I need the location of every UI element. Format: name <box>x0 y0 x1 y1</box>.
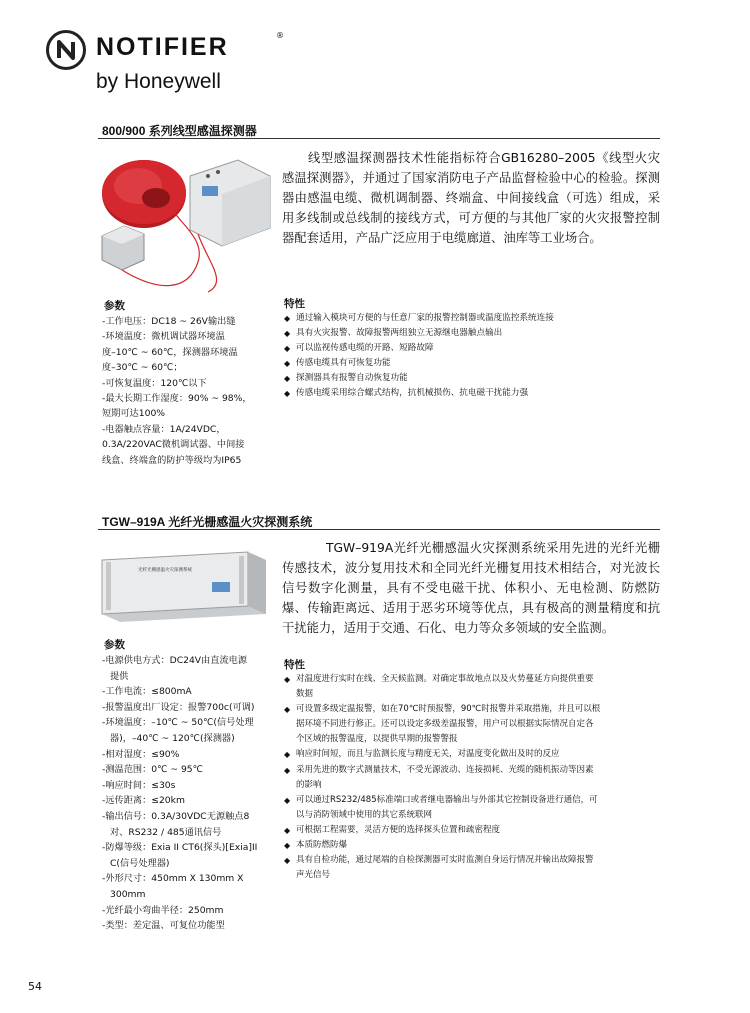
param-item: -工作电流：≤800mA <box>102 686 192 698</box>
param-item: 提供 <box>110 670 129 682</box>
section2-title: TGW–919A 光纤光栅感温火灾探测系统 <box>102 515 313 529</box>
param-item: -报警温度出厂设定：报警700c(可调) <box>102 701 255 713</box>
diamond-bullet-icon: ◆ <box>284 314 291 323</box>
param-item: -工作电压：DC18 ~ 26V输出缝 <box>102 316 236 327</box>
page-number: 54 <box>28 980 42 993</box>
section2-divider <box>98 529 660 530</box>
param-item: -电器触点容量：1A/24VDC， <box>102 423 226 435</box>
feature-item: ◆ 传感电缆具有可恢复功能 <box>284 356 664 371</box>
diamond-bullet-icon: ◆ <box>284 856 291 866</box>
param-item: -相对湿度：≤90% <box>102 748 180 760</box>
param-item: -输出信号：0.3A/30VDC无源触点8 <box>102 810 250 822</box>
param-item: 0.3A/220VAC微机调试器、中间接 <box>102 439 245 451</box>
param-item: -最大长期工作湿度：90% ~ 98%， <box>102 393 252 405</box>
param-item: -光纤最小弯曲半径：250mm <box>102 904 224 916</box>
diamond-bullet-icon: ◆ <box>284 374 291 383</box>
section1-params-list <box>102 314 282 468</box>
section2-intro-text: TGW–919A光纤光栅感温火灾探测系统采用先进的光纤光栅传感技术，波分复用技术和全同光纤光栅复用技术相结合，对光波长信号数字化测量，具有不受电磁干扰、体积小、无电检测、防燃防爆、传输距离远、适用于恶劣环境等优点，具有极高的测量精度和抗干扰能力，适用于交通、石化、电力等众多领域的安全监测。 <box>282 541 660 635</box>
param-item: -环境温度：微机调试器环境温 <box>102 331 225 343</box>
feature-item: ◆ 对温度进行实时在线、全天候监测。对确定事故地点以及火势蔓延方向提供重要 数据 <box>284 674 594 700</box>
diamond-bullet-icon: ◆ <box>284 750 291 760</box>
device-label: 光纤光栅感温火灾探测系统 <box>138 568 192 573</box>
section2-intro <box>282 538 660 638</box>
param-item: -类型：差定温、可复位功能型 <box>102 920 225 932</box>
param-item: 短期可达100% <box>102 408 166 420</box>
diamond-bullet-icon: ◆ <box>284 344 291 353</box>
feature-item: ◆ 探测器具有报警自动恢复功能 <box>284 371 664 386</box>
param-item: -响应时间：≤30s <box>102 779 176 791</box>
param-item: -防爆等级：Exia II CT6(探头)[Exia]II <box>102 842 258 854</box>
feature-item: ◆ 传感电缆采用综合螺式结构，抗机械损伤、抗电磁干扰能力强 <box>284 386 664 401</box>
param-item: -电源供电方式：DC24V由直流电源 <box>102 655 248 666</box>
section1-intro <box>282 148 660 248</box>
param-item: 器)，–40℃ ~ 120℃(探测器) <box>110 732 235 744</box>
section1-divider <box>98 138 660 139</box>
param-item: C(信号处理器) <box>110 857 170 869</box>
param-item: -外形尺寸：450mm X 130mm X <box>102 873 244 885</box>
fiber-grating-system-image <box>98 548 270 626</box>
param-item: -环境温度：–10℃ ~ 50℃(信号处理 <box>102 717 254 729</box>
param-item: -远传距离：≤20km <box>102 795 185 807</box>
diamond-bullet-icon: ◆ <box>284 825 291 835</box>
diamond-bullet-icon: ◆ <box>284 389 291 398</box>
feature-item: ◆ 可以监视传感电缆的开路、短路故障 <box>284 341 664 356</box>
section1-title: 800/900 系列线型感温探测器 <box>102 124 257 138</box>
feature-item: ◆ 具有自检功能，通过尾端的自检探测器可实时监测自身运行情况并输出故障报警 声光信号 <box>284 855 594 881</box>
param-item: 线盒、终端盒的防护等级均为IP65 <box>102 454 242 466</box>
feature-item: ◆ 可设置多级定温报警，如在70℃时预报警，90℃时报警并采取措施，并且可以根 据环境不同进行修正。还可以设定多级差温报警，用户可以根据实际情况自定各 个区域的报警温度，以提供早期的报警警报 <box>284 704 601 745</box>
diamond-bullet-icon: ◆ <box>284 329 291 338</box>
section1-intro-text: 线型感温探测器技术性能指标符合GB16280–2005《线型火灾感温探测器》，并通过了国家消防电子产品监督检验中心的检验。探测器由感温电缆、微机调制器、终端盒、中间接线盒（可选）组成，采用多线制或总线制的接线方式，可方便的与其他厂家的火灾报警控制器配套适用，产品广泛应用于电缆廊道、油库等工业场合。 <box>282 151 660 245</box>
diamond-bullet-icon: ◆ <box>284 841 291 851</box>
notifier-logo-icon <box>46 30 86 70</box>
diamond-bullet-icon: ◆ <box>284 705 291 715</box>
diamond-bullet-icon: ◆ <box>284 675 291 684</box>
param-item: -可恢复温度：120℃以下 <box>102 377 207 389</box>
section2-params-title: 参数 <box>104 639 125 651</box>
param-item: -测温范围：0℃ ~ 95℃ <box>102 764 203 776</box>
registered-mark: ® <box>276 31 284 40</box>
param-item: 度–10℃ ~ 60℃，探测器环境温 <box>102 346 238 358</box>
feature-item: ◆ 具有火灾报警、故障报警两组独立无源继电器触点输出 <box>284 326 664 341</box>
linear-heat-detector-image <box>98 142 274 298</box>
feature-item: ◆ 可以通过RS232/485标准端口或者继电器输出与外部其它控制设备进行通信，可 以与消防领域中使用的其它系统联网 <box>284 794 598 820</box>
feature-item: ◆ 响应时间短，而且与监测长度与精度无关，对温度变化做出及时的反应 <box>284 747 668 762</box>
section2-features-list <box>284 672 668 883</box>
param-item: 度–30℃ ~ 60℃； <box>102 362 183 374</box>
section1-params-title: 参数 <box>104 300 125 312</box>
section1-features-title: 特性 <box>284 298 305 310</box>
feature-item: ◆ 可根据工程需要，灵活方便的选择探头位置和疏密程度 <box>284 823 668 838</box>
param-item: 300mm <box>110 888 146 900</box>
feature-item: ◆ 本质防燃防爆 <box>284 838 668 853</box>
section2-params-list <box>102 653 284 934</box>
diamond-bullet-icon: ◆ <box>284 359 291 368</box>
brand-tagline: by Honeywell <box>96 70 221 93</box>
section1-features-list <box>284 311 664 401</box>
diamond-bullet-icon: ◆ <box>284 765 291 775</box>
diamond-bullet-icon: ◆ <box>284 795 291 805</box>
feature-item: ◆ 采用先进的数字式测量技术，不受光源波动、连接损耗、光缆的随机振动等因素 的影响 <box>284 764 594 790</box>
param-item: 对、RS232 / 485通讯信号 <box>110 826 222 838</box>
brand-name: NOTIFIER <box>96 33 229 61</box>
feature-item: ◆ 通过输入模块可方便的与任意厂家的报警控制器或温度监控系统连接 <box>284 311 664 326</box>
section2-features-title: 特性 <box>284 659 305 671</box>
